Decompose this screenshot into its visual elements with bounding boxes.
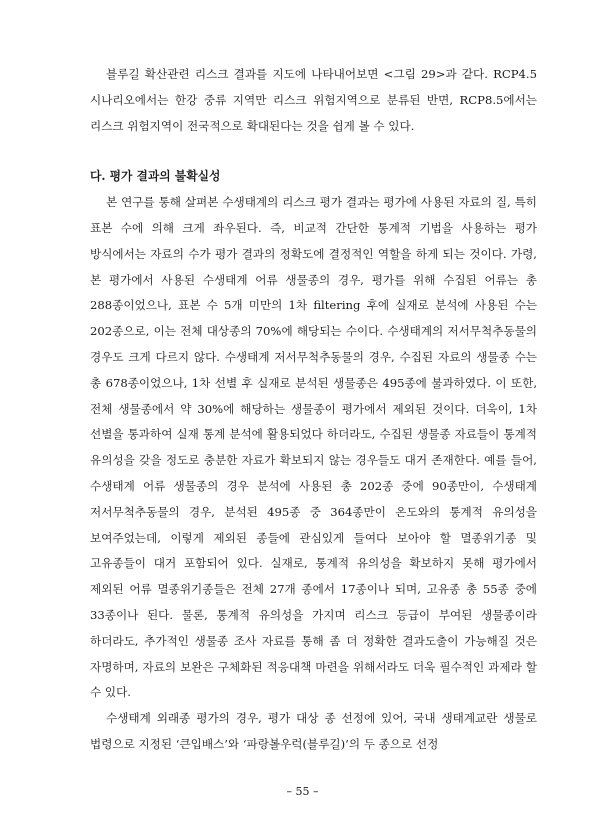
page-number: – 55 – [286, 785, 319, 798]
page-body [90, 62, 537, 758]
section-heading: 다. 평가 결과의 불확실성 [90, 169, 221, 184]
paragraph-bluegill-map: 블루길 확산관련 리스크 결과를 지도에 나타내어보면 <그림 29>과 같다. RCP4.5 시나리오에서는 한강 중류 지역만 리스크 위험지역으로 분류된 반면, RCP8.5에서는 리스크 위험지역이 전국적으로 확대된다는 것을 쉽게 볼 수 있다. [90, 67, 537, 133]
paragraph-uncertainty: 본 연구를 통해 살펴본 수생태계의 리스크 평가 결과는 평가에 사용된 자료의 질, 특히 표본 수에 의해 크게 좌우된다. 즉, 비교적 간단한 통계적 기법을 사용하는 평가 방식에서는 자료의 수가 평가 결과의 정확도에 결정적인 역할을 하게 되는 것이다. 가령, 본 평가에서 사용된 수생태계 어류 생물종의 경우, 평가를 위해 수집된 어류는 총 288종이었으나, 표본 수 5개 미만의 1차 filtering 후에 실재로 분석에 사용된 수는 202종으로, 이는 전체 대상종의 70%에 해당되는 수이다. 수생태계의 저서무척추동물의 경우도 크게 다르지 않다. 수생태계 저서무척추동물의 경우, 수집된 자료의 생물종 수는 총 678종이었으나, 1차 선별 후 실재로 분석된 생물종은 495종에 불과하였다. 이 또한, 전체 생물종에서 약 30%에 해당하는 생물종이 평가에서 제외된 것이다. 더욱이, 1차 선별을 통과하여 실재 통계 분석에 활용되었다 하더라도, 수집된 생물종 자료들이 통계적 유의성을 갖을 정도로 충분한 자료가 확보되지 않는 경우들도 대거 존재한다. 예를 들어, 수생태계 어류 생물종의 경우 분석에 사용된 총 202종 중에 90종만이, 수생태계 저서무척추동물의 경우, 분석된 495종 중 364종만이 온도와의 통계적 유의성을 보여주었는데, 이렇게 제외된 종들에 관심있게 들여다 보아야 할 멸종위기종 및 고유종들이 대거 포함되어 있다. 실재로, 통계적 유의성을 확보하지 못해 평가에서 제외된 어류 멸종위기종들은 전체 27개 종에서 17종이나 되며, 고유종 총 55종 중에 33종이나 된다. 물론, 통계적 유의성을 가지며 리스크 등급이 부여된 생물종이라 하더라도, 추가적인 생물종 조사 자료를 통해 좀 더 정확한 결과도출이 가능해질 것은 자명하며, 자료의 보완은 구체화된 적응대책 마련을 위해서라도 더욱 필수적인 과제라 할 수 있다. [90, 195, 537, 700]
paragraph-invasive-species: 수생태계 외래종 평가의 경우, 평가 대상 종 선정에 있어, 국내 생태계교란 생물로 법령으로 지정된 ‘큰입배스’와 ‘파랑볼우럭(블루길)’의 두 종으로 선정 [90, 711, 537, 751]
